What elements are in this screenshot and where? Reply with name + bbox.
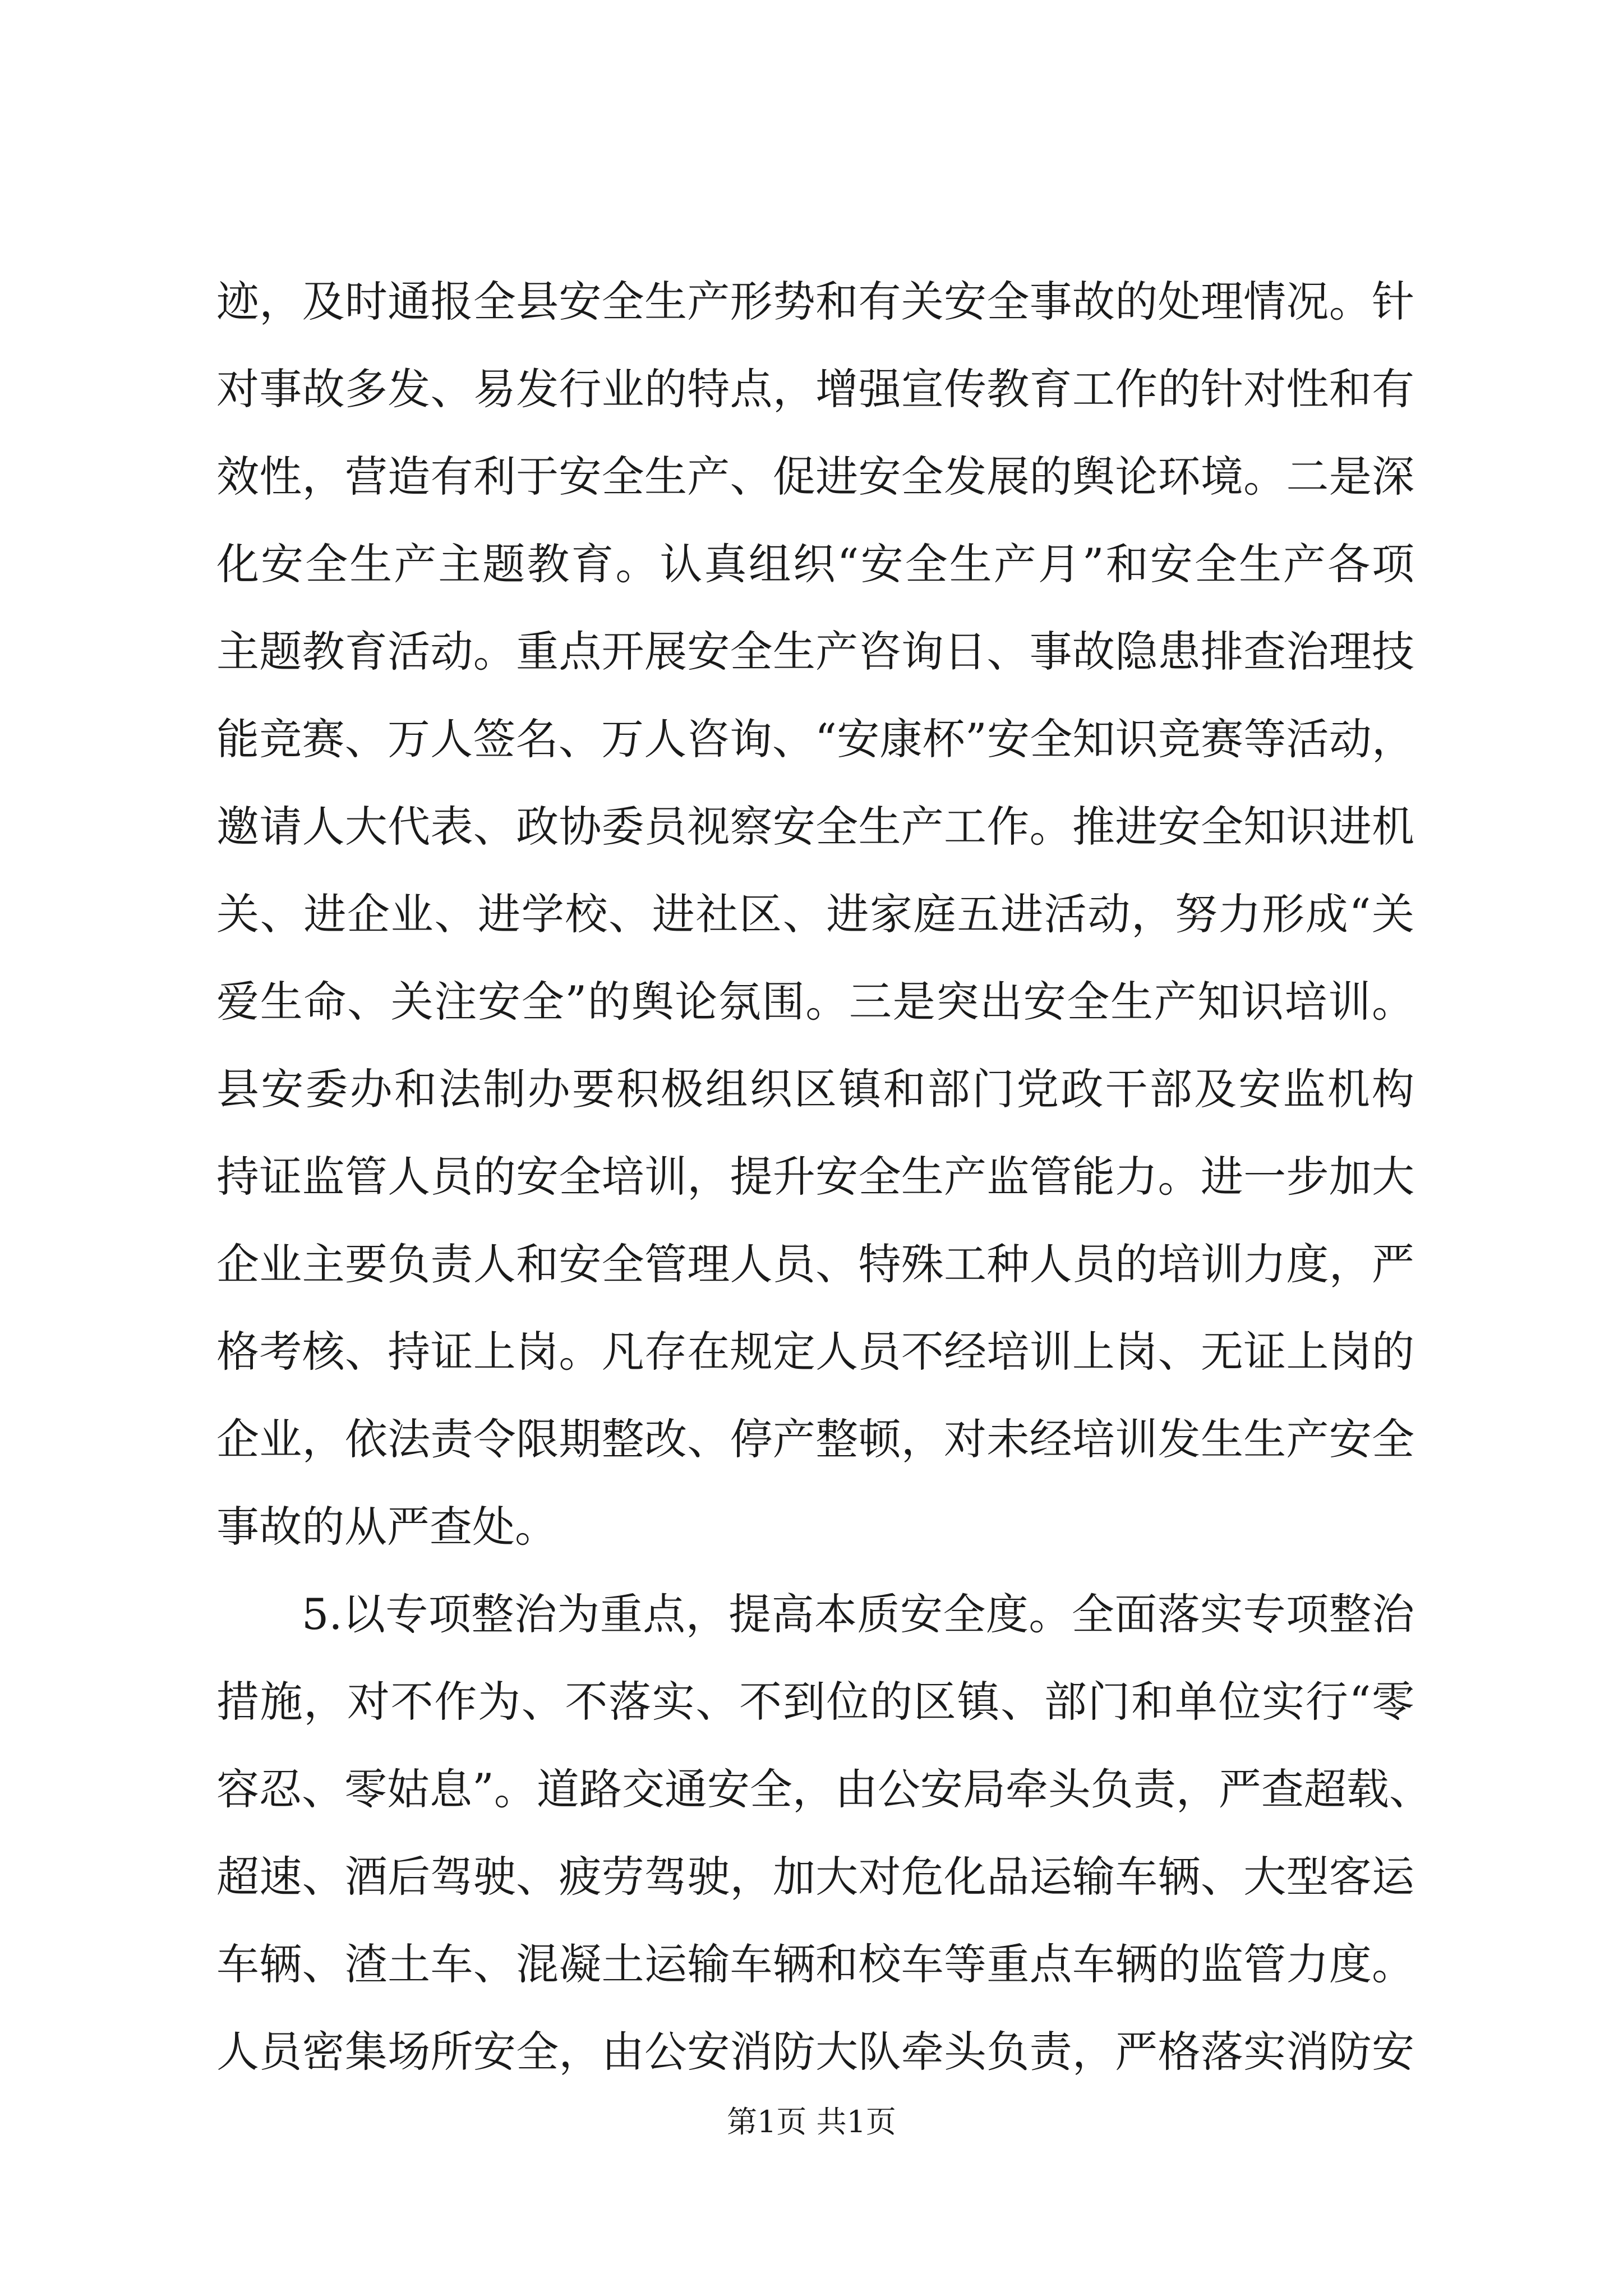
text-line-13: 格考核、持证上岗。凡存在规定人员不经培训上岗、无证上岗的	[216, 1327, 1414, 1377]
text-line-9: 爱生命、关注安全”的舆论氛围。三是突出安全生产知识培训。	[216, 977, 1414, 1027]
text-line-15: 事故的从严查处。	[216, 1502, 557, 1552]
text-line-21: 人员密集场所安全，由公安消防大队牵头负责，严格落实消防安	[216, 2027, 1414, 2077]
text-line-11: 持证监管人员的安全培训，提升安全生产监管能力。进一步加大	[216, 1152, 1414, 1202]
text-line-18: 容忍、零姑息”。道路交通安全，由公安局牵头负责，严查超载、	[216, 1764, 1432, 1814]
page-footer: 第1页 共1页	[727, 2104, 896, 2139]
text-line-6: 能竞赛、万人签名、万人咨询、“安康杯”安全知识竞赛等活动，	[216, 714, 1414, 764]
text-line-5: 主题教育活动。重点开展安全生产咨询日、事故隐患排查治理技	[216, 627, 1414, 677]
text-line-8: 关、进企业、进学校、进社区、进家庭五进活动，努力形成“关	[216, 889, 1414, 939]
text-line-10: 县安委办和法制办要积极组织区镇和部门党政干部及安监机构	[216, 1064, 1414, 1114]
text-line-12: 企业主要负责人和安全管理人员、特殊工种人员的培训力度，严	[216, 1239, 1414, 1289]
text-line-2: 对事故多发、易发行业的特点，增强宣传教育工作的针对性和有	[216, 364, 1414, 414]
document-body	[216, 258, 1432, 2096]
text-line-4: 化安全生产主题教育。认真组织“安全生产月”和安全生产各项	[216, 539, 1414, 589]
text-line-19: 超速、酒后驾驶、疲劳驾驶，加大对危化品运输车辆、大型客运	[216, 1852, 1414, 1902]
text-line-20: 车辆、渣土车、混凝土运输车辆和校车等重点车辆的监管力度。	[216, 1939, 1414, 1989]
text-line-14: 企业，依法责令限期整改、停产整顿，对未经培训发生生产安全	[216, 1414, 1414, 1464]
text-line-16: 5.以专项整治为重点，提高本质安全度。全面落实专项整治	[302, 1589, 1414, 1639]
text-line-3: 效性，营造有利于安全生产、促进安全发展的舆论环境。二是深	[216, 452, 1414, 501]
text-line-1: 迹，及时通报全县安全生产形势和有关安全事故的处理情况。针	[216, 277, 1414, 326]
text-line-17: 措施，对不作为、不落实、不到位的区镇、部门和单位实行“零	[216, 1677, 1414, 1727]
text-line-7: 邀请人大代表、政协委员视察安全生产工作。推进安全知识进机	[216, 802, 1414, 852]
